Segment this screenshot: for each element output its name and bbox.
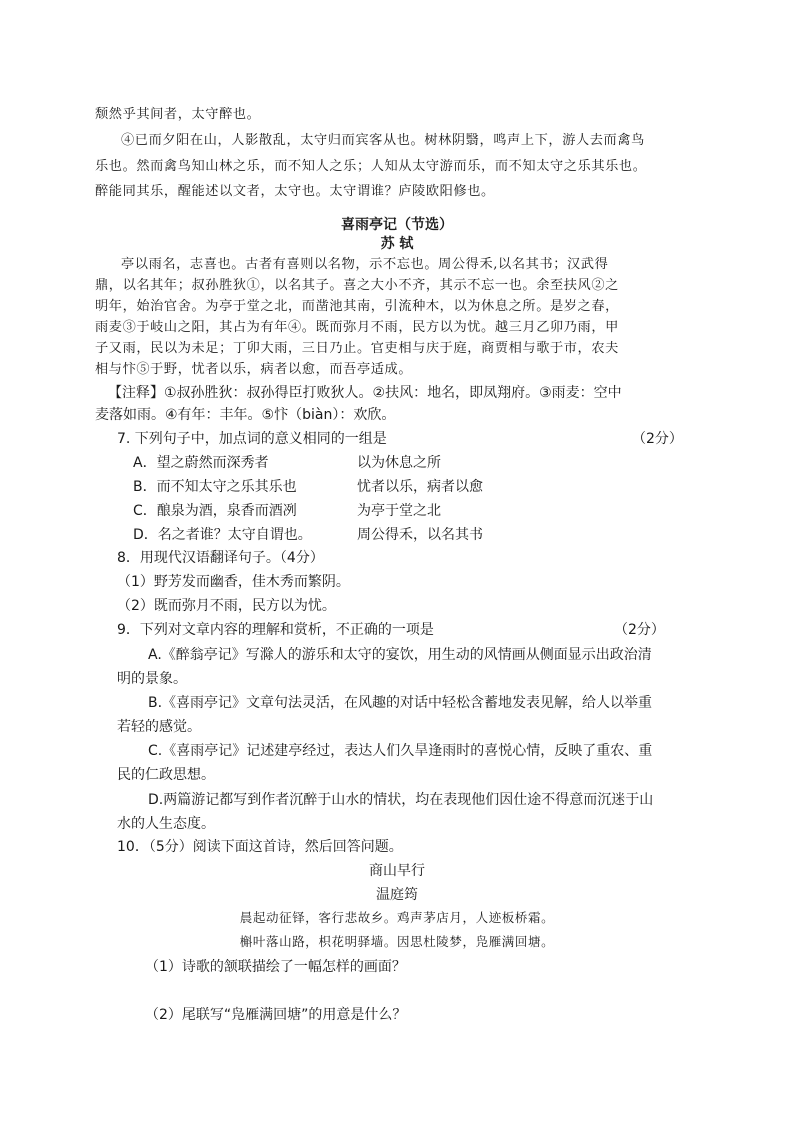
- option-d-right: 周公得禾，以名其书: [357, 527, 483, 543]
- question-10-sub1: （1）诗歌的颔联描绘了一幅怎样的画面？: [145, 959, 406, 975]
- passage-line: 相与忭⑤于野，忧者以乐，病者以愈，而吾亭适成。: [95, 362, 413, 377]
- option-d-left: D．名之者谁？太守自谓也。: [133, 527, 312, 543]
- question-9-option: B.《喜雨亭记》文章句法灵活，在风趣的对话中轻松含蓄地发表见解，给人以举重: [148, 695, 653, 711]
- passage-line: 鼎，以名其年；叔孙胜狄①，以名其子。喜之大小不齐，其示不忘一也。余至扶风②之: [95, 278, 619, 293]
- question-8-stem: 8．用现代汉语翻译句子。（4分）: [117, 550, 324, 566]
- option-b-left: B．而不知太守之乐其乐也: [133, 479, 297, 495]
- question-10-sub2: （2）尾联写“凫雁满回塘”的用意是什么？: [145, 1007, 407, 1023]
- option-a-right: 以为休息之所: [357, 455, 441, 471]
- passage-line: 乐也。然而禽鸟知山林之乐，而不知人之乐；人知从太守游而乐，而不知太守之乐其乐也。: [95, 159, 647, 174]
- poem-title: 商山早行: [369, 863, 425, 879]
- passage-line: 颓然乎其间者，太守醉也。: [95, 107, 261, 122]
- passage-line: 明年，始治官舍。为亭于堂之北，而凿池其南，引流种木，以为休息之所。是岁之春，: [95, 299, 619, 314]
- option-a-left: A．望之蔚然而深秀者: [133, 455, 269, 471]
- question-7-stem: 7. 下列句子中，加点词的意义相同的一组是: [117, 431, 387, 447]
- passage-line: 雨麦③于岐山之阳，其占为有年④。既而弥月不雨，民方以为忧。越三月乙卯乃雨，甲: [95, 320, 619, 335]
- question-9-stem: 9．下列对文章内容的理解和赏析，不正确的一项是: [117, 622, 434, 638]
- passage-line: 醉能同其乐，醒能述以文者，太守也。太守谓谁？庐陵欧阳修也。: [95, 184, 495, 199]
- question-8-item: （1）野芳发而幽香，佳木秀而繁阴。: [117, 574, 350, 590]
- passage-line: 子又雨，民以为未足；丁卯大雨，三日乃止。官吏相与庆于庭，商贾相与歌于市，农夫: [95, 341, 619, 356]
- poem-author: 温庭筠: [376, 887, 418, 903]
- passage-line: 亭以雨名，志喜也。古者有喜则以名物，示不忘也。周公得禾,以名其书；汉武得: [121, 257, 609, 272]
- question-9-option: C.《喜雨亭记》记述建亭经过，表达人们久旱逢雨时的喜悦心情，反映了重农、重: [148, 743, 653, 759]
- annotation: 【注释】①叔孙胜狄：叔孙得臣打败狄人。②扶风：地名，即凤翔府。③雨麦：空中: [108, 385, 622, 401]
- passage-line: ④已而夕阳在山，人影散乱，太守归而宾客从也。树林阴翳，鸣声上下，游人去而禽鸟: [121, 133, 645, 148]
- poem-line: 槲叶落山路，枳花明驿墙。因思杜陵梦，凫雁满回塘。: [239, 934, 555, 949]
- question-9-option: 水的人生态度。: [117, 816, 215, 832]
- question-10-stem: 10．（5分）阅读下面这首诗，然后回答问题。: [117, 839, 403, 855]
- question-9-option: 民的仁政思想。: [117, 767, 215, 783]
- option-c-right: 为亭于堂之北: [357, 503, 441, 519]
- question-9-option: D.两篇游记都写到作者沉醉于山水的情状，均在表现他们因仕途不得意而沉迷于山: [148, 792, 654, 808]
- question-8-item: （2）既而弥月不雨，民方以为忧。: [117, 598, 336, 614]
- question-9-option: A.《醉翁亭记》写滁人的游乐和太守的宴饮，用生动的风情画从侧面显示出政治清: [148, 647, 652, 663]
- option-b-right: 忧者以乐，病者以愈: [357, 479, 483, 495]
- passage-author: 苏 轼: [380, 236, 414, 252]
- poem-line: 晨起动征铎，客行悲故乡。鸡声茅店月，人迹板桥霜。: [239, 910, 555, 925]
- question-7-points: （2分）: [632, 431, 683, 447]
- annotation: 麦落如雨。④有年：丰年。⑤忭（biàn）：欢欣。: [95, 407, 396, 423]
- option-c-left: C．酿泉为酒，泉香而酒冽: [133, 503, 297, 519]
- question-9-option: 若轻的感觉。: [117, 719, 201, 735]
- passage-title: 喜雨亭记（节选）: [341, 217, 453, 233]
- question-9-option: 明的景象。: [117, 671, 187, 687]
- question-9-points: （2分）: [614, 622, 665, 638]
